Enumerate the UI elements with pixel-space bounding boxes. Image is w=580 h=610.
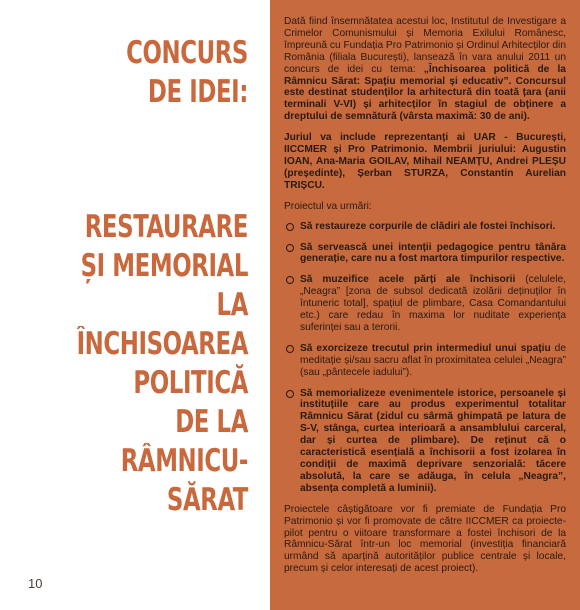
headline-line: DE LA (175, 404, 248, 440)
headline-line: DE IDEI: (147, 74, 248, 110)
list-item-bold: Să muzeifice acele părți ale închisorii (300, 274, 516, 286)
list-item (284, 274, 566, 334)
list-item (284, 242, 566, 266)
intro-bold-text: „Închisoarea politică de la Râmnicu Sărat: Spațiu memorial și educativ”. Concursul este destinat studenților la arhitectură din toată țara (anii terminali V-VI) și arhitecților în stagiul de obținere a dreptului de semnătură (vârsta maximă: 30 de ani). (284, 63, 566, 123)
headline (8, 34, 248, 520)
aims-list (284, 221, 566, 495)
intro-paragraph (284, 16, 566, 123)
headline-line: ȘI MEMORIAL (80, 248, 248, 284)
list-item-text: (celulele, „Neagra” [zona de subsol dedicată izolării deținuților în întuneric total], spațiul de plimbare, Casa Comandantului etc.) care redau în maxima lor nuditate experiența suferinței sau a terorii. (300, 274, 566, 333)
list-item (284, 221, 566, 233)
page-number: 10 (28, 576, 43, 591)
headline-line: LA (216, 287, 248, 323)
headline-gap (8, 112, 248, 208)
headline-line: ÎNCHISOAREA (76, 326, 248, 362)
list-item-bold: Să memorializeze evenimentele istorice, (300, 387, 497, 399)
circle-bullet-icon (286, 390, 294, 398)
list-item-text: persoanele și instituțiile care au produs experimentul totalitar Râmnicu Sărat (zidul cu sârmă ghimpată pe latura de S-V, stânga, curtea interioară a ansamblului carceral, dar și curtea de plimbare). De reținut că o caracteristică esențială a închisorii a fost izolarea în condiții de maximă deprivare senzorială: tăcere absolută, la care se adăuga, în celula „Neagra”, absența completă a luminii). (300, 387, 566, 494)
circle-bullet-icon (286, 223, 294, 231)
article-body (284, 16, 566, 584)
headline-line: RESTAURARE (84, 209, 248, 245)
circle-bullet-icon (286, 345, 294, 353)
right-panel (270, 0, 580, 610)
intro-text: Dată fiind însemnătatea acestui loc, Institutul de Investigare a Crimelor Comunismului și Memoria Exilului Românesc, împreună cu Fundația Pro Patrimonio și Ordinul Arhitecților din România (filiala București), lansează în vara anului 2011 un concurs de idei cu tema: (284, 16, 566, 75)
left-panel (0, 0, 270, 610)
headline-line: RÂMNICU- (120, 443, 248, 479)
circle-bullet-icon (286, 276, 294, 284)
list-item (284, 343, 566, 379)
list-item-bold: Să exorcizeze trecutul prin intermediul unui spațiu (300, 342, 551, 354)
list-item (284, 388, 566, 495)
list-item-text: de meditație și/sau sacru aflat în proximitatea celulei „Neagra” (sau „pântecele iadului”). (300, 342, 567, 378)
headline-line: POLITICĂ (133, 365, 248, 401)
list-item-bold: Să restaureze corpurile de clădiri ale fostei închisori. (300, 220, 556, 232)
list-item-bold: Să servească unei intenții pedagogice pentru tânăra generație, care nu a fost martora timpurilor respective. (300, 241, 566, 265)
headline-line: CONCURS (126, 35, 248, 71)
circle-bullet-icon (286, 244, 294, 252)
closing-paragraph: Proiectele câștigătoare vor fi premiate de Fundația Pro Patrimonio și vor fi promovate de către IICCMER ca proiecte-pilot pentru o viitoare transformare a fostei închisori de la Râmnicu-Sărat într-un loc memorial (investiția financiară urmând să aparțină autorităților publice centrale și locale, precum și celor interesați de acest proiect). (284, 503, 566, 575)
jury-paragraph: Juriul va include reprezentanți ai UAR - București, IICCMER și Pro Patrimonio. Membrii juriului: Augustin IOAN, Ana-Maria GOILAV, Mihail NEAMȚU, Andrei PLEȘU (președinte), Șerban STURZA, Constantin Aurelian TRIȘCU. (284, 132, 566, 191)
project-aims-heading: Proiectul va urmări: (284, 200, 372, 212)
headline-line: SĂRAT (166, 482, 248, 518)
